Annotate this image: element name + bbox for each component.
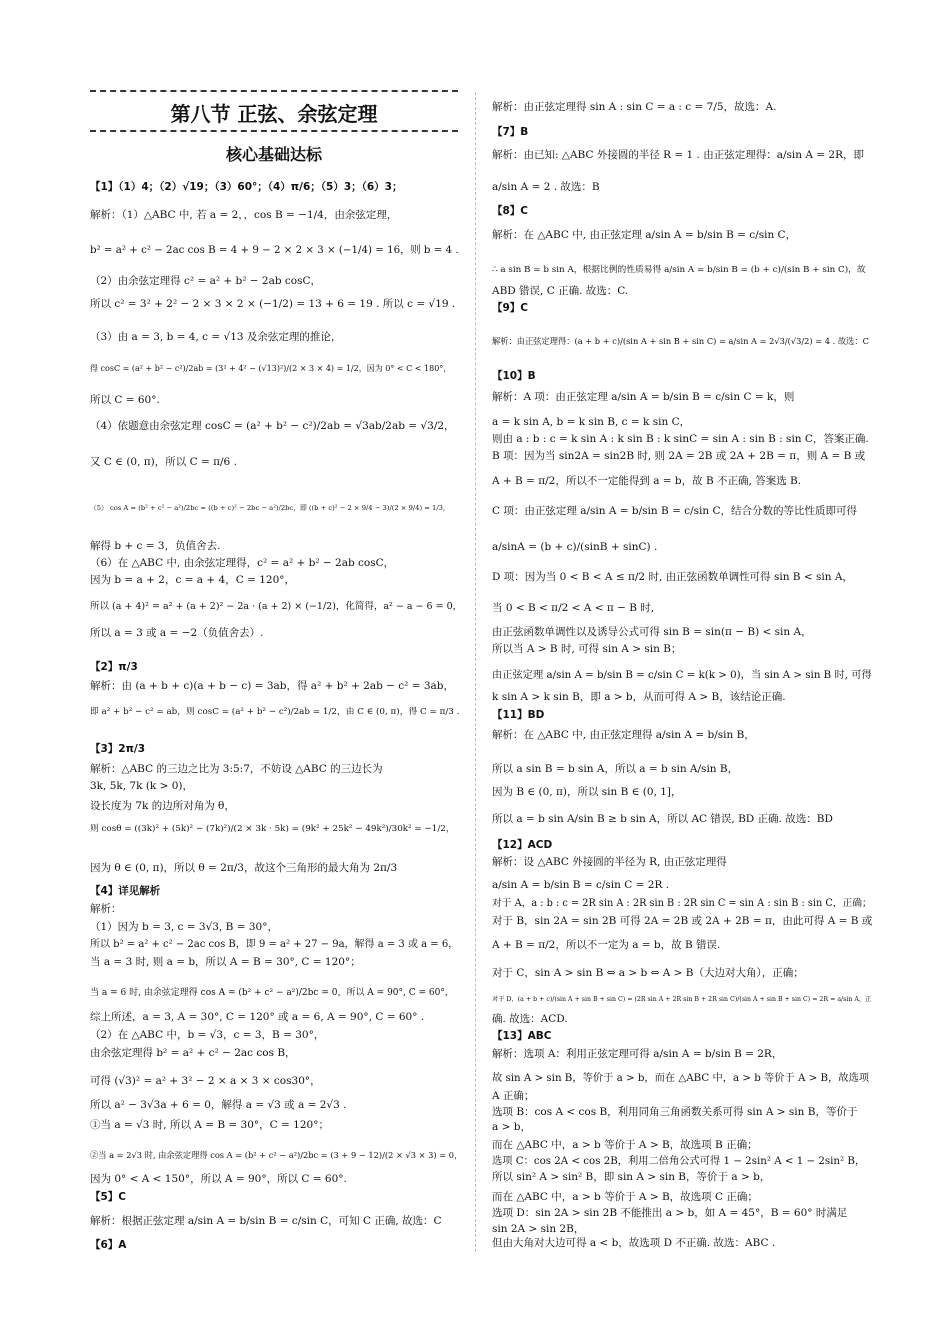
question-answer-heading: 【5】C: [90, 1191, 127, 1203]
title-top-rule: [90, 90, 458, 92]
text-line: 而在 △ABC 中，a > b 等价于 A > B，故选项 B 正确；: [492, 1139, 758, 1151]
question-answer-heading: 【1】（1）4；（2）√19；（3）60°；（4）π/6；（5）3；（6）3；: [90, 181, 403, 193]
text-line: 可得 (√3)² = a² + 3² − 2 × a × 3 × cos30°，: [90, 1075, 321, 1087]
analysis-line: 解析：: [90, 903, 122, 915]
text-line: a/sinA = (b + c)/(sinB + sinC) .: [492, 541, 658, 553]
text-line: 对于 D，(a + b + c)/(sin A + sin B + sin C) = (2R sin A + 2R sin B + 2R sin C)/(sin A + sin B + sin C) = 2R = a/sin A，正: [492, 996, 872, 1003]
text-line: 所以 a sin B = b sin A，所以 a = b sin A/sin B，: [492, 763, 739, 775]
text-line: （1）因为 b = 3, c = 3√3, B = 30°，: [90, 921, 278, 933]
text-line: 因为 b = a + 2，c = a + 4，C = 120°，: [90, 574, 296, 586]
analysis-line: 解析：由 (a + b + c)(a + b − c) = 3ab，得 a² + b² + 2ab − c² = 3ab，: [90, 680, 455, 692]
question-answer-heading: 【9】C: [492, 302, 529, 314]
analysis-line: 解析：在 △ABC 中, 由正弦定理 a/sin A = b/sin B = c/sin C，: [492, 229, 797, 241]
question-answer-heading: 【8】C: [492, 205, 529, 217]
text-line: 对于 B，sin 2A = sin 2B 可得 2A = 2B 或 2A + 2B = π，由此可得 A = B 或: [492, 915, 873, 927]
text-line: 当 a = 3 时, 则 a = b，所以 A = B = 30°, C = 120°；: [90, 956, 361, 968]
text-line: a = k sin A, b = k sin B, c = k sin C，: [492, 416, 691, 428]
text-line: （4）依题意由余弦定理 cosC = (a² + b² − c²)/2ab = √3ab/2ab = √3/2，: [90, 420, 455, 432]
question-answer-heading: 【2】π/3: [90, 661, 138, 673]
text-line: 3k, 5k, 7k (k > 0)，: [90, 780, 194, 792]
text-line: 所以 a = b sin A/sin B ≥ b sin A，所以 AC 错误, BD 正确. 故选：BD: [492, 813, 833, 825]
section-subtitle: 核心基础达标: [225, 145, 322, 164]
text-line: 由正弦定理 a/sin A = b/sin B = c/sin C = k(k > 0)，当 sin A > sin B 时, 可得: [492, 669, 872, 681]
analysis-line: 解析：由已知: △ABC 外接圆的半径 R = 1 . 由正弦定理得：a/sin A = 2R，即: [492, 149, 865, 161]
text-line: sin 2A > sin 2B，: [492, 1223, 585, 1235]
question-answer-heading: 【13】ABC: [492, 1030, 552, 1042]
text-line: 但由大角对大边可得 a < b，故选项 D 不正确. 故选：ABC .: [492, 1237, 776, 1249]
question-answer-heading: 【10】B: [492, 370, 536, 382]
page-title: 第八节 正弦、余弦定理: [170, 102, 378, 126]
analysis-line: 解析：△ABC 的三边之比为 3:5:7，不妨设 △ABC 的三边长为: [90, 763, 383, 775]
column-divider: [475, 92, 476, 1252]
text-line: 因为 0° < A < 150°，所以 A = 90°，所以 C = 60°.: [90, 1173, 347, 1185]
text-line: 对于 C，sin A > sin B ⇔ a > b ⇔ A > B（大边对大角），正确；: [492, 967, 804, 979]
text-line: 则由 a : b : c = k sin A : k sin B : k sinC = sin A : sin B : sin C，答案正确.: [492, 433, 869, 445]
text-line: 当 0 < B < π/2 < A < π − B 时,: [492, 602, 655, 614]
text-line: 而在 △ABC 中，a > b 等价于 A > B，故选项 C 正确；: [492, 1191, 758, 1203]
text-line: a/sin A = b/sin B = c/sin C = 2R .: [492, 879, 670, 891]
analysis-line: 解析：由正弦定理得 sin A : sin C = a : c = 7/5，故选：A.: [492, 101, 777, 113]
text-line: 因为 θ ∈ (0, π)，所以 θ = 2π/3，故这个三角形的最大角为 2π/3: [90, 862, 398, 874]
text-line: A + B = π/2，所以不一定能得到 a = b，故 B 不正确, 答案选 B.: [492, 475, 802, 487]
text-line: 所以 a² − 3√3a + 6 = 0，解得 a = √3 或 a = 2√3 .: [90, 1099, 347, 1111]
question-answer-heading: 【11】BD: [492, 709, 545, 721]
text-line: 所以 C = 60°.: [90, 394, 160, 406]
text-line: a/sin A = 2 . 故选：B: [492, 181, 600, 193]
text-line: 确. 故选：ACD.: [492, 1013, 568, 1025]
text-line: 所以 sin² A > sin² B，即 sin A > sin B，等价于 a > b，: [492, 1171, 771, 1183]
text-line: C 项：由正弦定理 a/sin A = b/sin B = c/sin C，结合分数的等比性质即可得: [492, 505, 858, 517]
text-line: a > b，: [492, 1121, 531, 1133]
text-line: ①当 a = √3 时, 所以 A = B = 30°，C = 120°；: [90, 1119, 329, 1131]
text-line: 所以当 A > B 时, 可得 sin A > sin B；: [492, 643, 682, 655]
text-line: A 正确；: [492, 1090, 535, 1102]
text-line: 又 C ∈ (0, π)，所以 C = π/6 .: [90, 456, 237, 468]
text-line: 所以 (a + 4)² = a² + (a + 2)² − 2a · (a + 2) × (−1/2)，化简得，a² − a − 6 = 0，: [90, 601, 463, 612]
text-line: 则 cosθ = ((3k)² + (5k)² − (7k)²)/(2 × 3k · 5k) = (9k² + 25k² − 49k²)/30k² = −1/2，: [90, 824, 455, 834]
text-line: 故 sin A > sin B，等价于 a > b，而在 △ABC 中，a > b 等价于 A > B，故选项: [492, 1072, 870, 1084]
text-line: 由余弦定理得 b² = a² + c² − 2ac cos B，: [90, 1047, 296, 1059]
question-answer-heading: 【12】ACD: [492, 839, 553, 851]
question-answer-heading: 【4】详见解析: [90, 885, 161, 897]
analysis-line: 解析：（1）△ABC 中, 若 a = 2，，cos B = −1/4，由余弦定理，: [90, 209, 398, 221]
text-line: 即 a² + b² − c² = ab，则 cosC = (a² + b² − c²)/2ab = 1/2，由 C ∈ (0, π)，得 C = π/3 .: [90, 707, 460, 717]
analysis-line: 解析：A 项：由正弦定理 a/sin A = b/sin B = c/sin C = k，则: [492, 391, 795, 403]
text-line: ABD 错误, C 正确. 故选：C.: [492, 285, 629, 297]
text-line: （2）在 △ABC 中，b = √3，c = 3，B = 30°，: [90, 1029, 325, 1041]
text-line: b² = a² + c² − 2ac cos B = 4 + 9 − 2 × 2 × 3 × (−1/4) = 16，则 b = 4 .: [90, 244, 459, 256]
text-line: k sin A > k sin B，即 a > b，从而可得 A > B，该结论正确.: [492, 691, 786, 703]
question-answer-heading: 【3】2π/3: [90, 743, 146, 755]
text-line: 所以 c² = 3² + 2² − 2 × 3 × 2 × (−1/2) = 13 + 6 = 19 . 所以 c = √19 .: [90, 298, 456, 310]
analysis-line: 解析：设 △ABC 外接圆的半径为 R, 由正弦定理得: [492, 856, 727, 868]
text-line: 综上所述，a = 3, A = 30°, C = 120° 或 a = 6, A = 90°, C = 60° .: [90, 1011, 425, 1023]
question-answer-heading: 【7】B: [492, 126, 529, 138]
question-answer-heading: 【6】A: [90, 1239, 127, 1251]
text-line: 当 a = 6 时, 由余弦定理得 cos A = (b² + c² − a²)/2bc = 0，所以 A = 90°, C = 60°，: [90, 988, 454, 998]
text-line: 得 cosC = (a² + b² − c²)/2ab = (3² + 4² − (√13)²)/(2 × 3 × 4) = 1/2，因为 0° < C < 180°，: [90, 364, 452, 373]
text-line: ②当 a = 2√3 时, 由余弦定理得 cos A = (b² + c² − a²)/2bc = (3 + 9 − 12)/(2 × √3 × 3) = 0，: [90, 1150, 463, 1160]
text-line: 由正弦函数单调性以及诱导公式可得 sin B = sin(π − B) < sin A，: [492, 626, 812, 638]
text-line: 因为 B ∈ (0, π)，所以 sin B ∈ (0, 1]，: [492, 786, 682, 798]
title-bottom-rule: [90, 130, 458, 132]
text-line: 选项 B：cos A < cos B，利用同角三角函数关系可得 sin A > sin B，等价于: [492, 1106, 858, 1118]
text-line: 选项 C：cos 2A < cos 2B，利用二倍角公式可得 1 − 2sin² A < 1 − 2sin² B，: [492, 1155, 866, 1167]
text-line: （2）由余弦定理得 c² = a² + b² − 2ab cosC，: [90, 275, 322, 287]
text-line: B 项：因为当 sin2A = sin2B 时, 则 2A = 2B 或 2A + 2B = π，则 A = B 或: [492, 450, 866, 462]
text-line: （6）在 △ABC 中, 由余弦定理得，c² = a² + b² − 2ab cosC，: [90, 557, 395, 569]
text-line: 所以 a = 3 或 a = −2（负值舍去）.: [90, 627, 264, 639]
text-line: A + B = π/2，所以不一定为 a = b，故 B 错误.: [492, 939, 721, 951]
analysis-line: 解析：在 △ABC 中, 由正弦定理得 a/sin A = b/sin B，: [492, 729, 755, 741]
text-line: ∴ a sin B = b sin A，根据比例的性质易得 a/sin A = b/sin B = (b + c)/(sin B + sin C)，故: [492, 265, 866, 275]
text-line: 对于 A，a : b : c = 2R sin A : 2R sin B : 2R sin C = sin A : sin B : sin C，正确；: [492, 898, 872, 909]
analysis-line: 解析：根据正弦定理 a/sin A = b/sin B = c/sin C，可知 C 正确, 故选：C: [90, 1215, 442, 1227]
analysis-line: 解析：由正弦定理得：(a + b + c)/(sin A + sin B + sin C) = a/sin A = 2√3/(√3/2) = 4 . 故选：C: [492, 336, 869, 346]
text-line: 所以 b² = a² + c² − 2ac cos B，即 9 = a² + 27 − 9a，解得 a = 3 或 a = 6，: [90, 939, 459, 950]
text-line: 解得 b + c = 3，负值舍去.: [90, 540, 221, 552]
text-line: （5） cos A = (b² + c² − a²)/2bc = ((b + c)² − 2bc − a²)/2bc，即 ((b + c)² − 2 × 9/4 − 3)/(2 × 9/4) = 1/3，: [90, 504, 450, 512]
text-line: （3）由 a = 3, b = 4, c = √13 及余弦定理的推论，: [90, 331, 342, 343]
text-line: D 项：因为当 0 < B < A ≤ π/2 时, 由正弦函数单调性可得 sin B < sin A，: [492, 571, 853, 583]
analysis-line: 解析：选项 A：利用正弦定理可得 a/sin A = b/sin B = 2R，: [492, 1048, 783, 1060]
text-line: 选项 D：sin 2A > sin 2B 不能推出 a > b，如 A = 45°，B = 60° 时满足: [492, 1207, 848, 1219]
text-line: 设长度为 7k 的边所对角为 θ，: [90, 800, 235, 812]
